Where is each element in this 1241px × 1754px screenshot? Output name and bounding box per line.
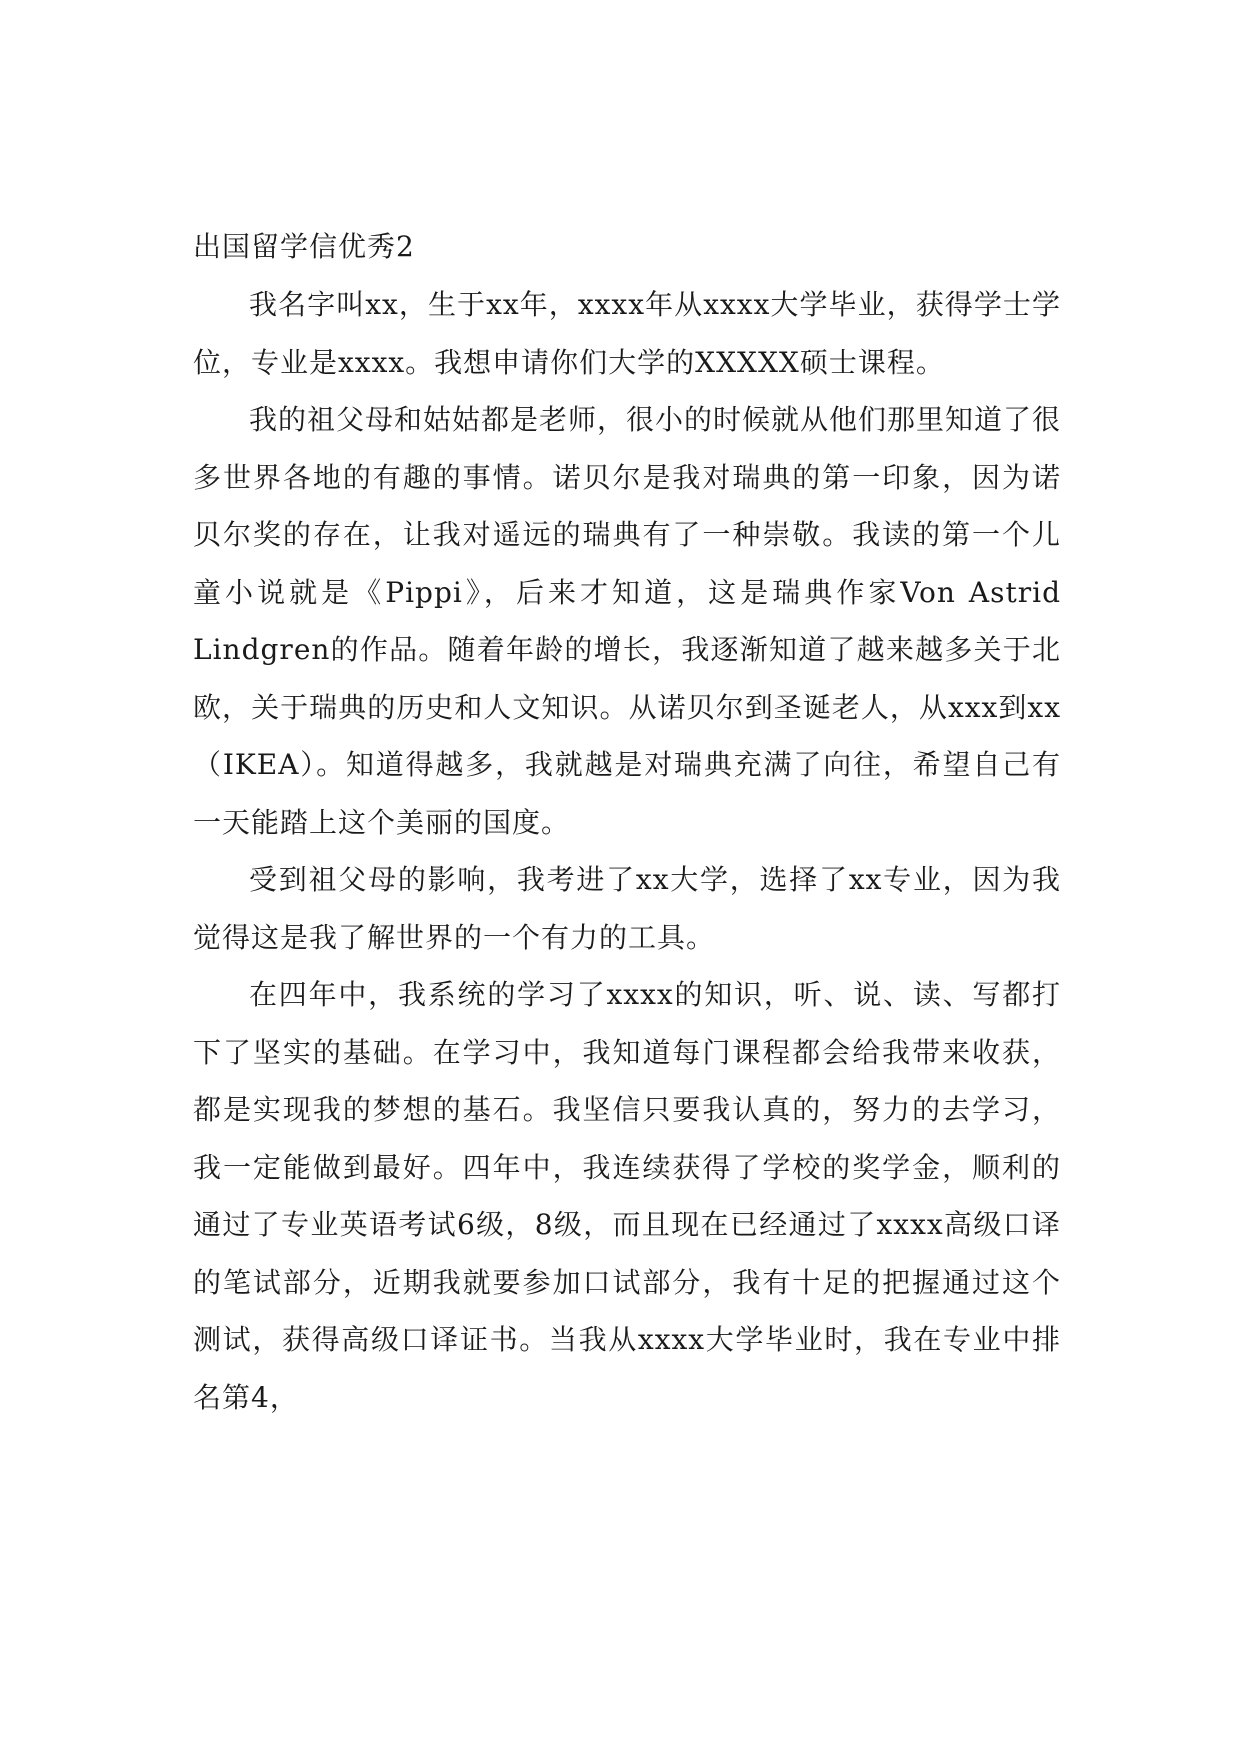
paragraph-academic-achievements: 在四年中，我系统的学习了xxxx的知识，听、说、读、写都打下了坚实的基础。在学习中，我知道每门课程都会给我带来收获，都是实现我的梦想的基石。我坚信只要我认真的，努力的去学习，我一定能做到最好。四年中，我连续获得了学校的奖学金，顺利的通过了专业英语考试6级，8级，而且现在已经通过了xxxx高级口译的笔试部分，近期我就要参加口试部分，我有十足的把握通过这个测试，获得高级口译证书。当我从xxxx大学毕业时，我在专业中排名第4， — [193, 978, 1061, 1414]
paragraph-introduction: 我名字叫xx，生于xx年，xxxx年从xxxx大学毕业，获得学士学位，专业是xxxx。我想申请你们大学的XXXXX硕士课程。 — [193, 288, 1061, 379]
document-title: 出国留学信优秀2 — [193, 230, 415, 263]
document-body — [193, 218, 1061, 1426]
paragraph-university-choice: 受到祖父母的影响，我考进了xx大学，选择了xx专业，因为我觉得这是我了解世界的一个有力的工具。 — [193, 863, 1061, 954]
paragraph-family-background: 我的祖父母和姑姑都是老师，很小的时候就从他们那里知道了很多世界各地的有趣的事情。诺贝尔是我对瑞典的第一印象，因为诺贝尔奖的存在，让我对遥远的瑞典有了一种崇敬。我读的第一个儿童小说就是《Pippi》，后来才知道，这是瑞典作家Von Astrid Lindgren的作品。随着年龄的增长，我逐渐知道了越来越多关于北欧，关于瑞典的历史和人文知识。从诺贝尔到圣诞老人，从xxx到xx（IKEA）。知道得越多，我就越是对瑞典充满了向往，希望自己有一天能踏上这个美丽的国度。 — [193, 403, 1062, 839]
